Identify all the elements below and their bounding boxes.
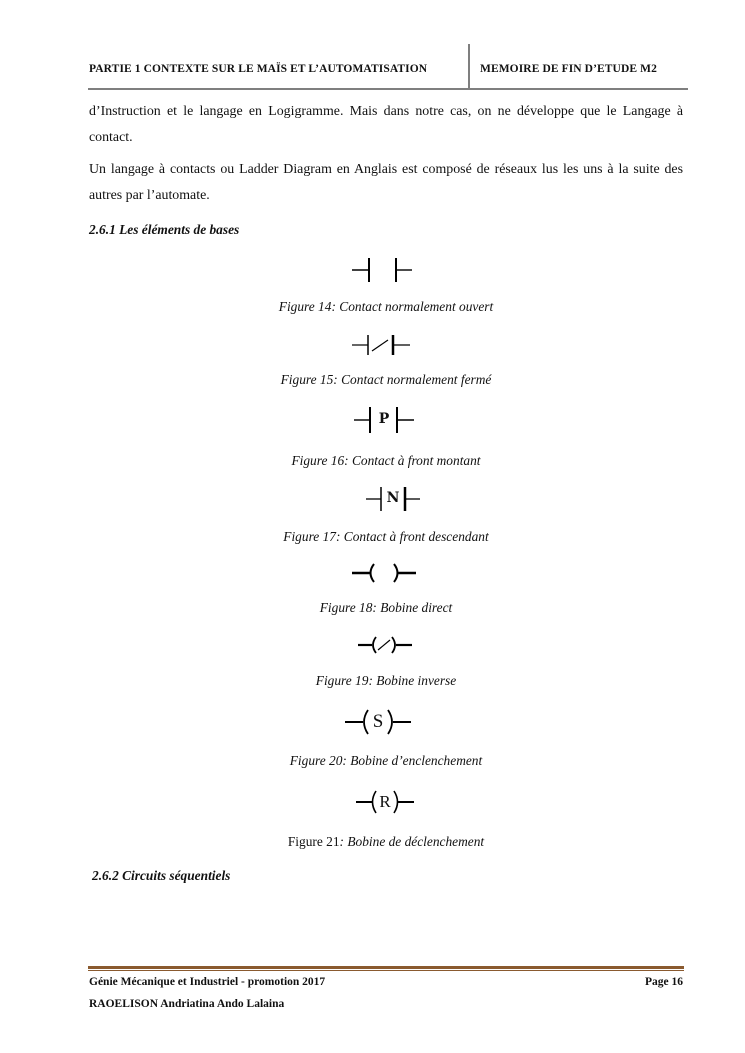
section-heading-2-6-1: 2.6.1 Les éléments de bases	[89, 222, 240, 237]
footer-rule	[88, 966, 684, 969]
falling-edge-contact-symbol	[364, 485, 422, 513]
paragraph-1: d’Instruction et le langage en Logigramme. Mais dans notre cas, on ne développe que le Langage à contact.	[89, 104, 683, 145]
figure-21-title: : Bobine de déclenchement	[339, 834, 485, 849]
set-coil-symbol	[343, 707, 413, 737]
figure-18-caption: Figure 18: Bobine direct	[319, 600, 453, 615]
section-heading-2-6-2: 2.6.2 Circuits séquentiels	[92, 868, 231, 883]
header-left-title: PARTIE 1 CONTEXTE SUR LE MAÏS ET L’AUTOMATISATION	[89, 63, 428, 75]
direct-coil-symbol	[350, 562, 418, 584]
set-coil-label: S	[372, 711, 384, 732]
reset-coil-label: R	[379, 792, 391, 811]
rising-edge-contact-symbol	[352, 406, 416, 434]
header-rule	[88, 88, 688, 90]
footer-author: RAOELISON Andriatina Ando Lalaina	[89, 998, 285, 1010]
figure-17-caption: Figure 17: Contact à front descendant	[283, 529, 489, 544]
figure-19-caption: Figure 19: Bobine inverse	[315, 673, 457, 688]
footer-page-number: Page 16	[644, 976, 683, 988]
figure-14-caption: Figure 14: Contact normalement ouvert	[278, 299, 494, 314]
inverse-coil-symbol	[356, 634, 414, 656]
figure-16-caption: Figure 16: Contact à front montant	[291, 453, 481, 468]
paragraph-2: Un langage à contacts ou Ladder Diagram en Anglais est composé de réseaux lus les uns à la suite des autres par l’automate.	[89, 162, 683, 203]
figure-21-caption	[89, 834, 683, 850]
figure-15-caption: Figure 15: Contact normalement fermé	[280, 372, 492, 387]
header-right-title: MEMOIRE DE FIN D’ETUDE M2	[480, 63, 657, 75]
normally-open-contact-symbol	[350, 257, 414, 283]
reset-coil-symbol	[354, 789, 416, 815]
footer-rule-thin	[88, 970, 684, 971]
figure-21-number: Figure 21	[287, 834, 340, 849]
normally-closed-contact-symbol	[350, 334, 412, 356]
figure-20-caption: Figure 20: Bobine d’enclenchement	[289, 753, 483, 768]
falling-edge-label: N	[386, 490, 400, 506]
footer-program: Génie Mécanique et Industriel - promotion 2017	[89, 976, 326, 988]
rising-edge-label: P	[378, 411, 390, 427]
header-divider	[468, 44, 470, 90]
